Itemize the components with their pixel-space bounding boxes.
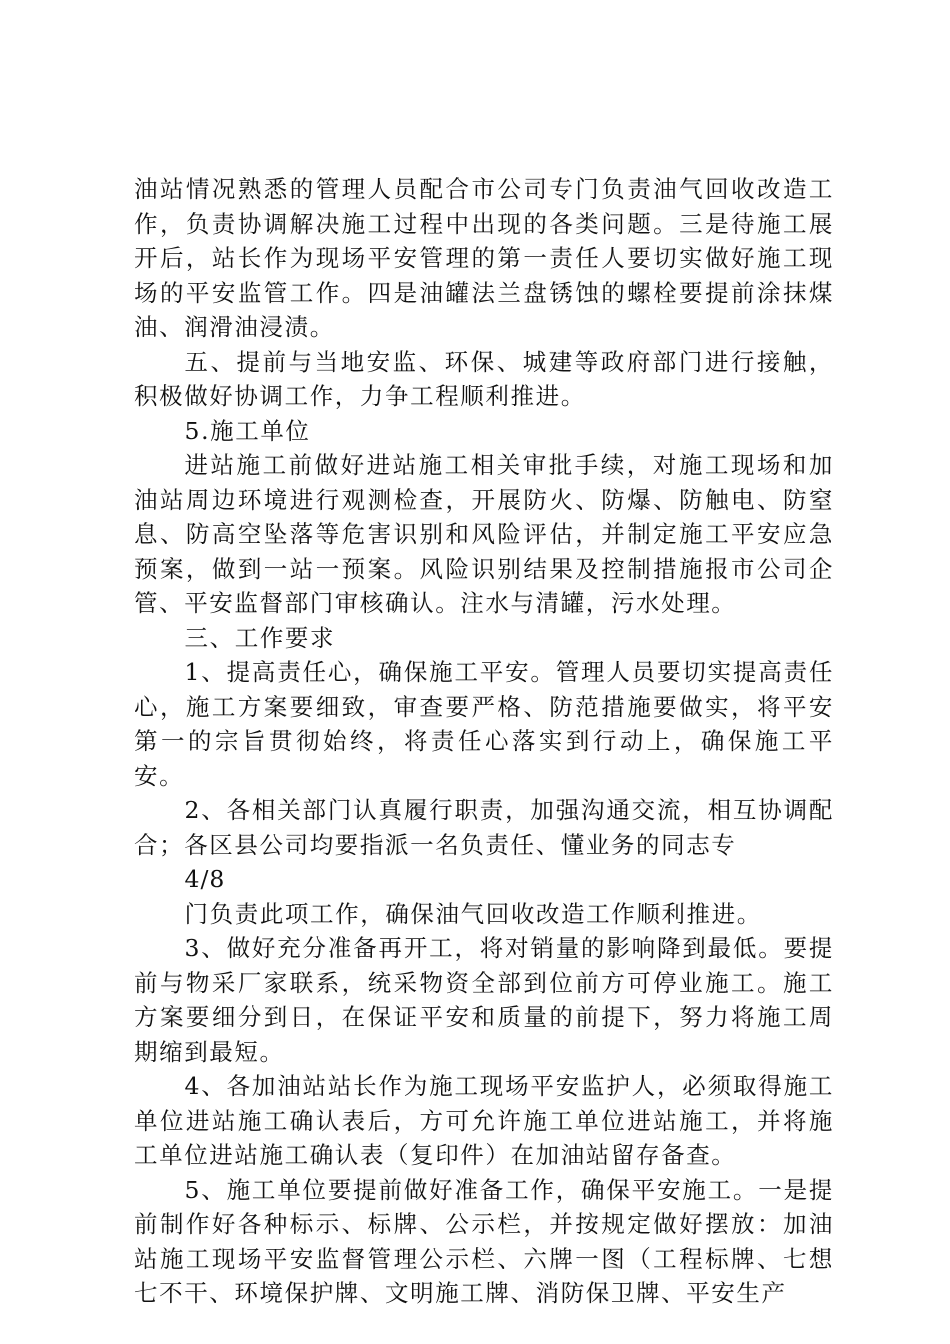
section-heading-work-requirements: 三、工作要求	[184, 623, 336, 652]
paragraph-item-five: 五、提前与当地安监、环保、城建等政府部门进行接触，积极做好协调工作，力争工程顺利推进。	[134, 347, 834, 410]
paragraph-requirement-2-continued: 门负责此项工作，确保油气回收改造工作顺利推进。	[184, 899, 762, 928]
paragraph-construction-unit: 进站施工前做好进站施工相关审批手续，对施工现场和加油站周边环境进行观测检查，开展防火、防爆、防触电、防窒息、防高空坠落等危害识别和风险评估，并制定施工平安应急预案，做到一站一预案。风险识别结果及控制措施报市公司企管、平安监督部门审核确认。注水与清罐，污水处理。	[134, 451, 834, 617]
paragraph-requirement-2: 2、各相关部门认真履行职责，加强沟通交流，相互协调配合；各区县公司均要指派一名负责任、懂业务的同志专	[134, 796, 834, 859]
page-number: 4/8	[184, 865, 226, 893]
document-body	[134, 172, 834, 1311]
paragraph-requirement-5: 5、施工单位要提前做好准备工作，确保平安施工。一是提前制作好各种标示、标牌、公示栏，并按规定做好摆放：加油站施工现场平安监督管理公示栏、六牌一图（工程标牌、七想七不干、环境保护牌、文明施工牌、消防保卫牌、平安生产	[134, 1175, 834, 1307]
paragraph-continuation: 油站情况熟悉的管理人员配合市公司专门负责油气回收改造工作，负责协调解决施工过程中出现的各类问题。三是待施工展开后，站长作为现场平安管理的第一责任人要切实做好施工现场的平安监管工作。四是油罐法兰盘锈蚀的螺栓要提前涂抹煤油、润滑油浸渍。	[134, 175, 834, 341]
paragraph-requirement-1: 1、提高责任心，确保施工平安。管理人员要切实提高责任心，施工方案要细致，审查要严格、防范措施要做实，将平安第一的宗旨贯彻始终，将责任心落实到行动上，确保施工平安。	[134, 658, 834, 790]
section-heading-construction-unit: 5.施工单位	[184, 416, 311, 445]
paragraph-requirement-3: 3、做好充分准备再开工，将对销量的影响降到最低。要提前与物采厂家联系，统采物资全部到位前方可停业施工。施工方案要细分到日，在保证平安和质量的前提下，努力将施工周期缩到最短。	[134, 934, 834, 1066]
paragraph-requirement-4: 4、各加油站站长作为施工现场平安监护人，必须取得施工单位进站施工确认表后，方可允许施工单位进站施工，并将施工单位进站施工确认表（复印件）在加油站留存备查。	[134, 1072, 834, 1169]
